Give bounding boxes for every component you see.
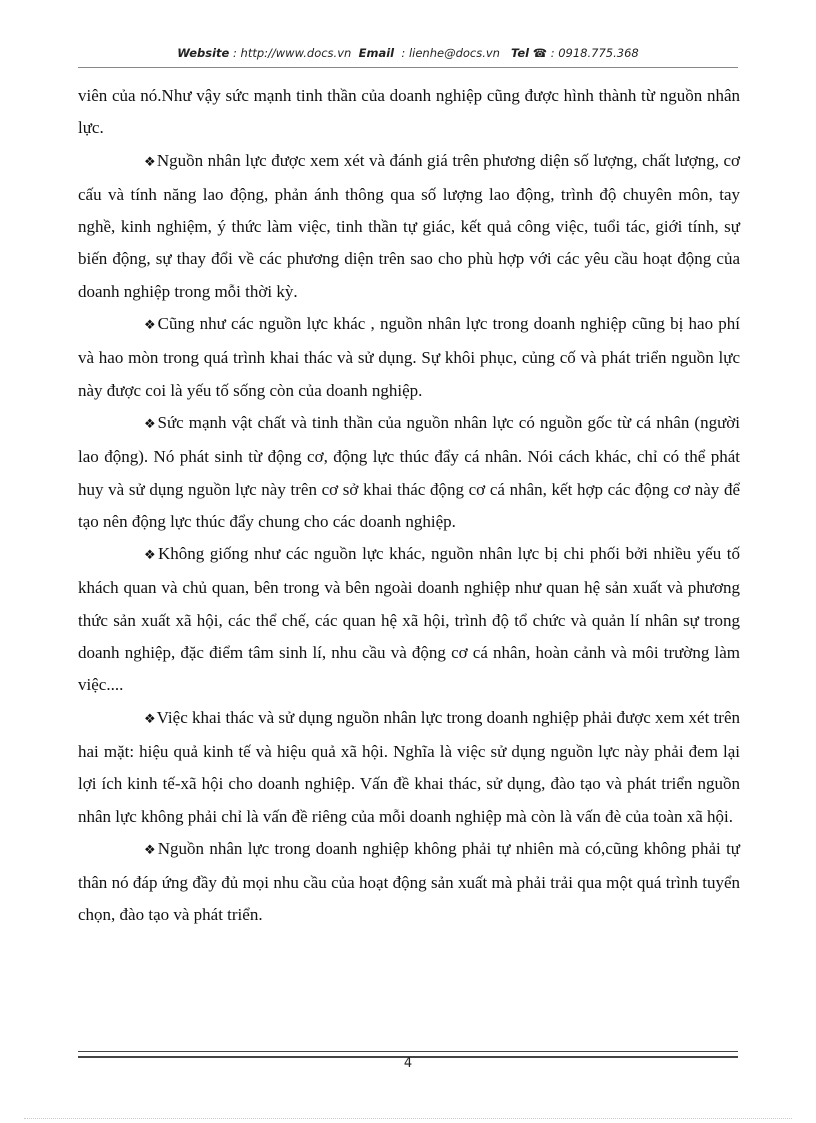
page-number: 4 xyxy=(403,1056,413,1071)
page-bottom-border xyxy=(24,1118,792,1119)
paragraph-text: Cũng như các nguồn lực khác , nguồn nhân lực trong doanh nghiệp cũng bị hao phí và hao mòn trong quá trình khai thác và sử dụng. Sự khôi phục, củng cố và phát triển nguồn lực này được coi là yếu tố sống còn của doanh nghiệp. xyxy=(78,314,741,400)
paragraph-text: Việc khai thác và sử dụng nguồn nhân lực trong doanh nghiệp phải được xem xét trên hai mặt: hiệu quả kinh tế và hiệu quả xã hội. Nghĩa là việc sử dụng nguồn lực này phải đem lại lợi ích kinh tế-xã hội cho doanh nghiệp. Vấn đề khai thác, sử dụng, đào tạo và phát triển nguồn nhân lực không phải chỉ là vấn đề riêng của mỗi doanh nghiệp mà còn là vấn đè của toàn xã hội. xyxy=(78,707,740,826)
bullet-paragraph xyxy=(78,833,740,932)
diamond-bullet-icon: ❖ xyxy=(144,842,157,858)
bullet-paragraph xyxy=(78,308,740,407)
bullet-paragraph xyxy=(78,702,740,833)
paragraph xyxy=(78,80,740,145)
paragraph-text: Không giống như các nguồn lực khác, nguồn nhân lực bị chi phối bởi nhiều yếu tố khách quan và chủ quan, bên trong và bên ngoài doanh nghiệp như quan hệ sản xuất và phương thức sản xuất xã hội, các thể chế, các quan hệ xã hội, trình độ tổ chức và quản lí nhân sự trong doanh nghiệp, đặc điểm tâm sinh lí, nhu cầu và động cơ cá nhân, hoàn cảnh và môi trường làm việc.... xyxy=(78,544,741,695)
page-header: Website : http://www.docs.vn Email : lienhe@docs.vn Tel ☎ : 0918.775.368 xyxy=(177,46,639,60)
website-label: Website xyxy=(177,46,230,60)
header-rule xyxy=(78,67,738,68)
phone-icon: ☎ xyxy=(532,46,548,60)
diamond-bullet-icon: ❖ xyxy=(144,711,156,727)
bullet-paragraph xyxy=(78,145,740,308)
paragraph-text: Nguồn nhân lực được xem xét và đánh giá trên phương diện số lượng, chất lượng, cơ cấu và tính năng lao động, phản ánh thông qua số lượng lao động, trình độ chuyên môn, tay nghề, kinh nghiệm, ý thức làm việc, tinh thần tự giác, kết quả công việc, tuổi tác, giới tính, sự biến động, sự thay đổi về các phương diện trên sao cho phù hợp với các yêu cầu hoạt động của doanh nghiệp trong mỗi thời kỳ. xyxy=(78,150,741,301)
bullet-paragraph xyxy=(78,538,740,701)
diamond-bullet-icon: ❖ xyxy=(144,318,157,334)
bullet-paragraph xyxy=(78,407,740,538)
diamond-bullet-icon: ❖ xyxy=(144,548,157,564)
paragraph-text: Sức mạnh vật chất và tinh thần của nguồn nhân lực có nguồn gốc từ cá nhân (người lao động). Nó phát sinh từ động cơ, động lực thúc đẩy cá nhân. Nói cách khác, chỉ có thể phát huy và sử dụng nguồn lực này trên cơ sở khai thác động cơ cá nhân, kết hợp các động cơ này để tạo nên động lực thúc đẩy chung cho các doanh nghiệp. xyxy=(78,412,740,531)
diamond-bullet-icon: ❖ xyxy=(144,154,156,170)
body-text xyxy=(78,80,740,932)
tel-label: Tel xyxy=(510,46,530,60)
paragraph-text: viên của nó.Như vậy sức mạnh tinh thần của doanh nghiệp cũng được hình thành từ nguồn nhân lực. xyxy=(78,86,740,138)
phone-number: 0918.775.368 xyxy=(558,46,639,60)
email-address[interactable]: lienhe@docs.vn xyxy=(408,46,500,60)
email-label: Email xyxy=(358,46,395,60)
website-url[interactable]: http://www.docs.vn xyxy=(240,46,352,60)
diamond-bullet-icon: ❖ xyxy=(144,416,157,432)
paragraph-text: Nguồn nhân lực trong doanh nghiệp không phải tự nhiên mà có,cũng không phải tự thân nó đáp ứng đầy đủ mọi nhu cầu của hoạt động sản xuất mà phải trải qua một quá trình tuyển chọn, đào tạo và phát triển. xyxy=(78,838,741,925)
